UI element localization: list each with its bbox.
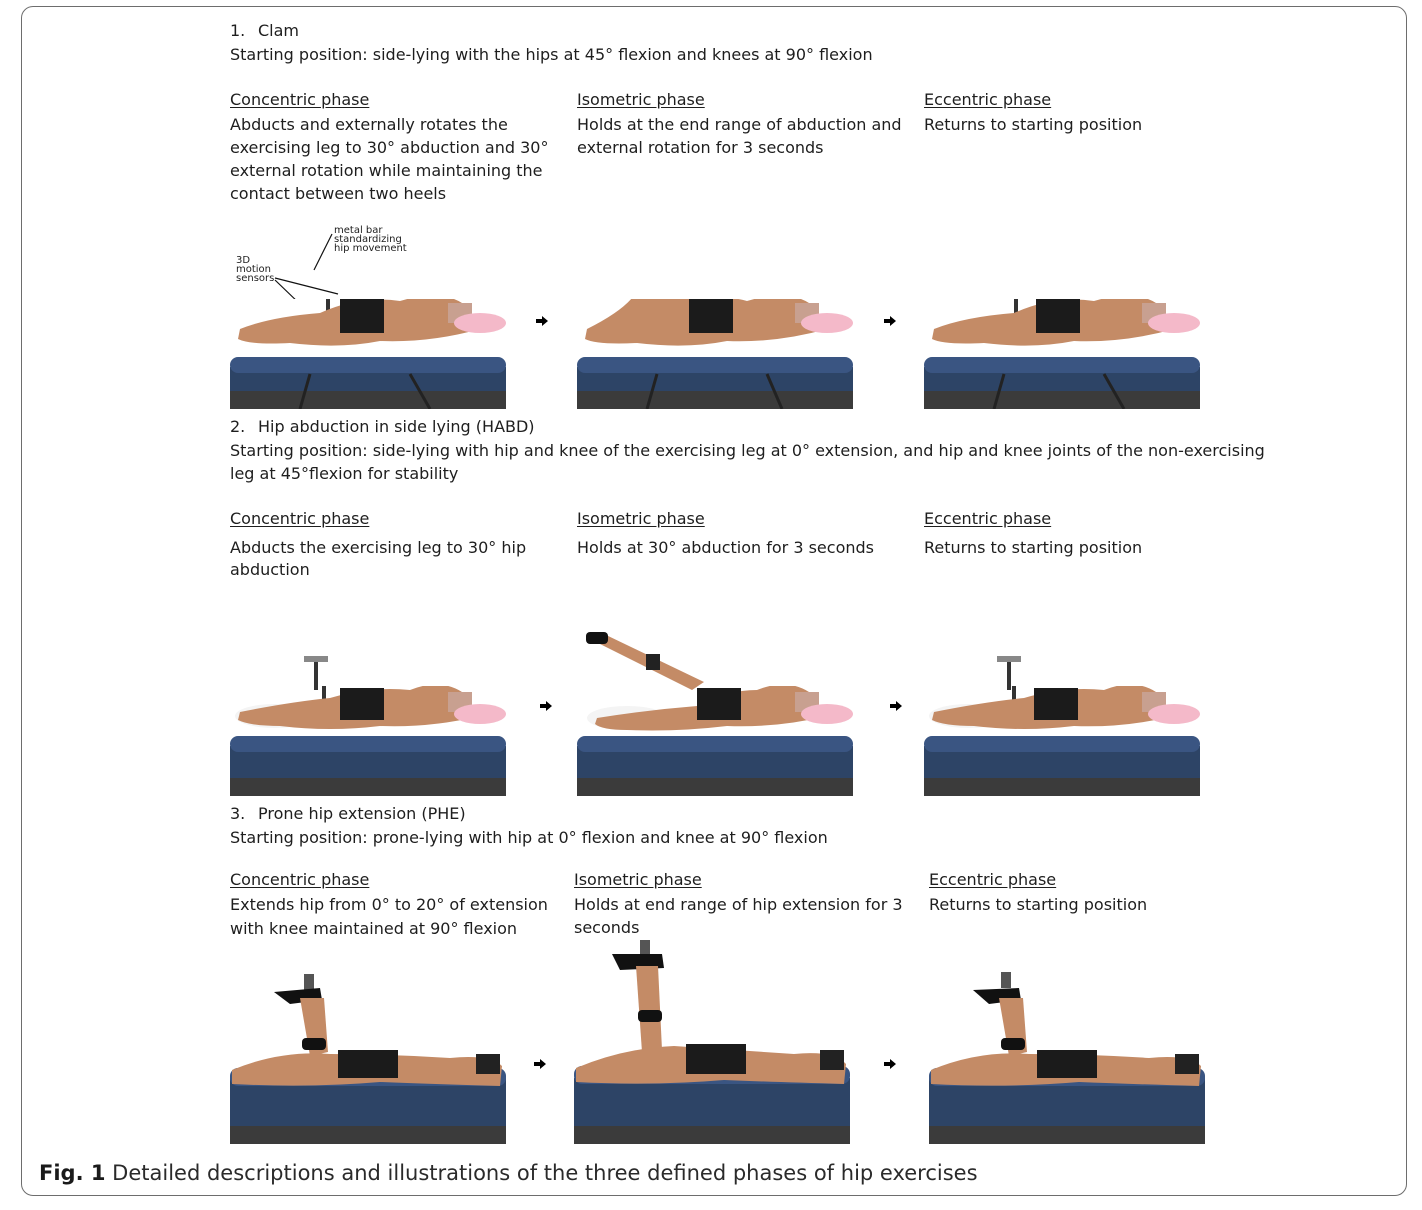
- ex2-isometric-title: Isometric phase: [577, 509, 705, 528]
- photo-habd-eccentric: [924, 686, 1200, 796]
- annotation-pointer-lines: [270, 228, 350, 308]
- ex1-concentric-text: Abducts and externally rotates the: [230, 115, 508, 134]
- arrow-right-icon: [540, 701, 552, 711]
- arrow-right-icon: [890, 701, 902, 711]
- arrow-right-icon: [534, 1059, 546, 1069]
- metal-bar: [300, 652, 330, 692]
- arrow-right-icon: [884, 1059, 896, 1069]
- metal-bar: [993, 652, 1023, 692]
- ex3-isometric-title: Isometric phase: [574, 870, 702, 889]
- figure-label: Fig. 1: [39, 1161, 106, 1185]
- exercise-2-title: 2. Hip abduction in side lying (HABD): [230, 417, 535, 436]
- ex3-eccentric-text: Returns to starting position: [929, 895, 1148, 914]
- ex2-concentric-text: abduction: [230, 560, 310, 579]
- ex2-concentric-text: Abducts the exercising leg to 30° hip: [230, 538, 527, 557]
- arrow-right-icon: [536, 316, 548, 326]
- ex1-concentric-title: Concentric phase: [230, 90, 370, 109]
- exercise-2-starting-position: leg at 45°flexion for stability: [230, 464, 459, 483]
- figure-caption-text: Detailed descriptions and illustrations of the three defined phases of hip exercises: [112, 1161, 978, 1185]
- arrow-right-icon: [884, 316, 896, 326]
- photo-habd-concentric: [230, 686, 506, 796]
- figure-caption: [39, 1160, 978, 1186]
- photo-clam-eccentric: [924, 299, 1200, 409]
- ex3-isometric-text: Holds at end range of hip extension for 3: [574, 895, 903, 914]
- exercise-3-starting-position: Starting position: prone-lying with hip at 0° flexion and knee at 90° flexion: [230, 828, 828, 847]
- exercise-2-starting-position: Starting position: side-lying with hip and knee of the exercising leg at 0° extension, and hip and knee joints of the non-exercising: [230, 441, 1265, 460]
- exercise-3-title: 3. Prone hip extension (PHE): [230, 804, 466, 823]
- ex1-eccentric-title: Eccentric phase: [924, 90, 1052, 109]
- ex1-isometric-text: external rotation for 3 seconds: [577, 138, 824, 157]
- photo-clam-concentric: [230, 299, 506, 409]
- ex3-concentric-title: Concentric phase: [230, 870, 370, 889]
- photo-habd-isometric: [577, 686, 853, 796]
- ex3-concentric-text: with knee maintained at 90° flexion: [230, 919, 518, 938]
- habd-raised-leg: [584, 630, 714, 690]
- ex2-isometric-text: Holds at 30° abduction for 3 seconds: [577, 538, 874, 557]
- ex1-eccentric-text: Returns to starting position: [924, 115, 1143, 134]
- annotation-metal-bar: metal bar standardizing hip movement: [334, 225, 407, 254]
- ex2-concentric-title: Concentric phase: [230, 509, 370, 528]
- photo-clam-isometric: [577, 299, 853, 409]
- ex3-concentric-text: Extends hip from 0° to 20° of extension: [230, 895, 548, 914]
- ex1-concentric-text: exercising leg to 30° abduction and 30°: [230, 138, 549, 157]
- ex1-isometric-text: Holds at the end range of abduction and: [577, 115, 902, 134]
- photo-phe-concentric: [230, 970, 506, 1144]
- annotation-motion-sensors: 3D motion sensors: [236, 255, 275, 284]
- exercise-1-title: 1. Clam: [230, 21, 300, 40]
- ex1-concentric-text: external rotation while maintaining the: [230, 161, 543, 180]
- ex2-eccentric-text: Returns to starting position: [924, 538, 1143, 557]
- ex1-isometric-title: Isometric phase: [577, 90, 705, 109]
- ex2-eccentric-title: Eccentric phase: [924, 509, 1052, 528]
- photo-phe-eccentric: [929, 970, 1205, 1144]
- ex3-eccentric-title: Eccentric phase: [929, 870, 1057, 889]
- photo-phe-isometric: [574, 940, 850, 1144]
- exercise-1-starting-position: Starting position: side-lying with the hips at 45° flexion and knees at 90° flexion: [230, 45, 873, 64]
- ex3-isometric-text: seconds: [574, 918, 640, 937]
- ex1-concentric-text: contact between two heels: [230, 184, 447, 203]
